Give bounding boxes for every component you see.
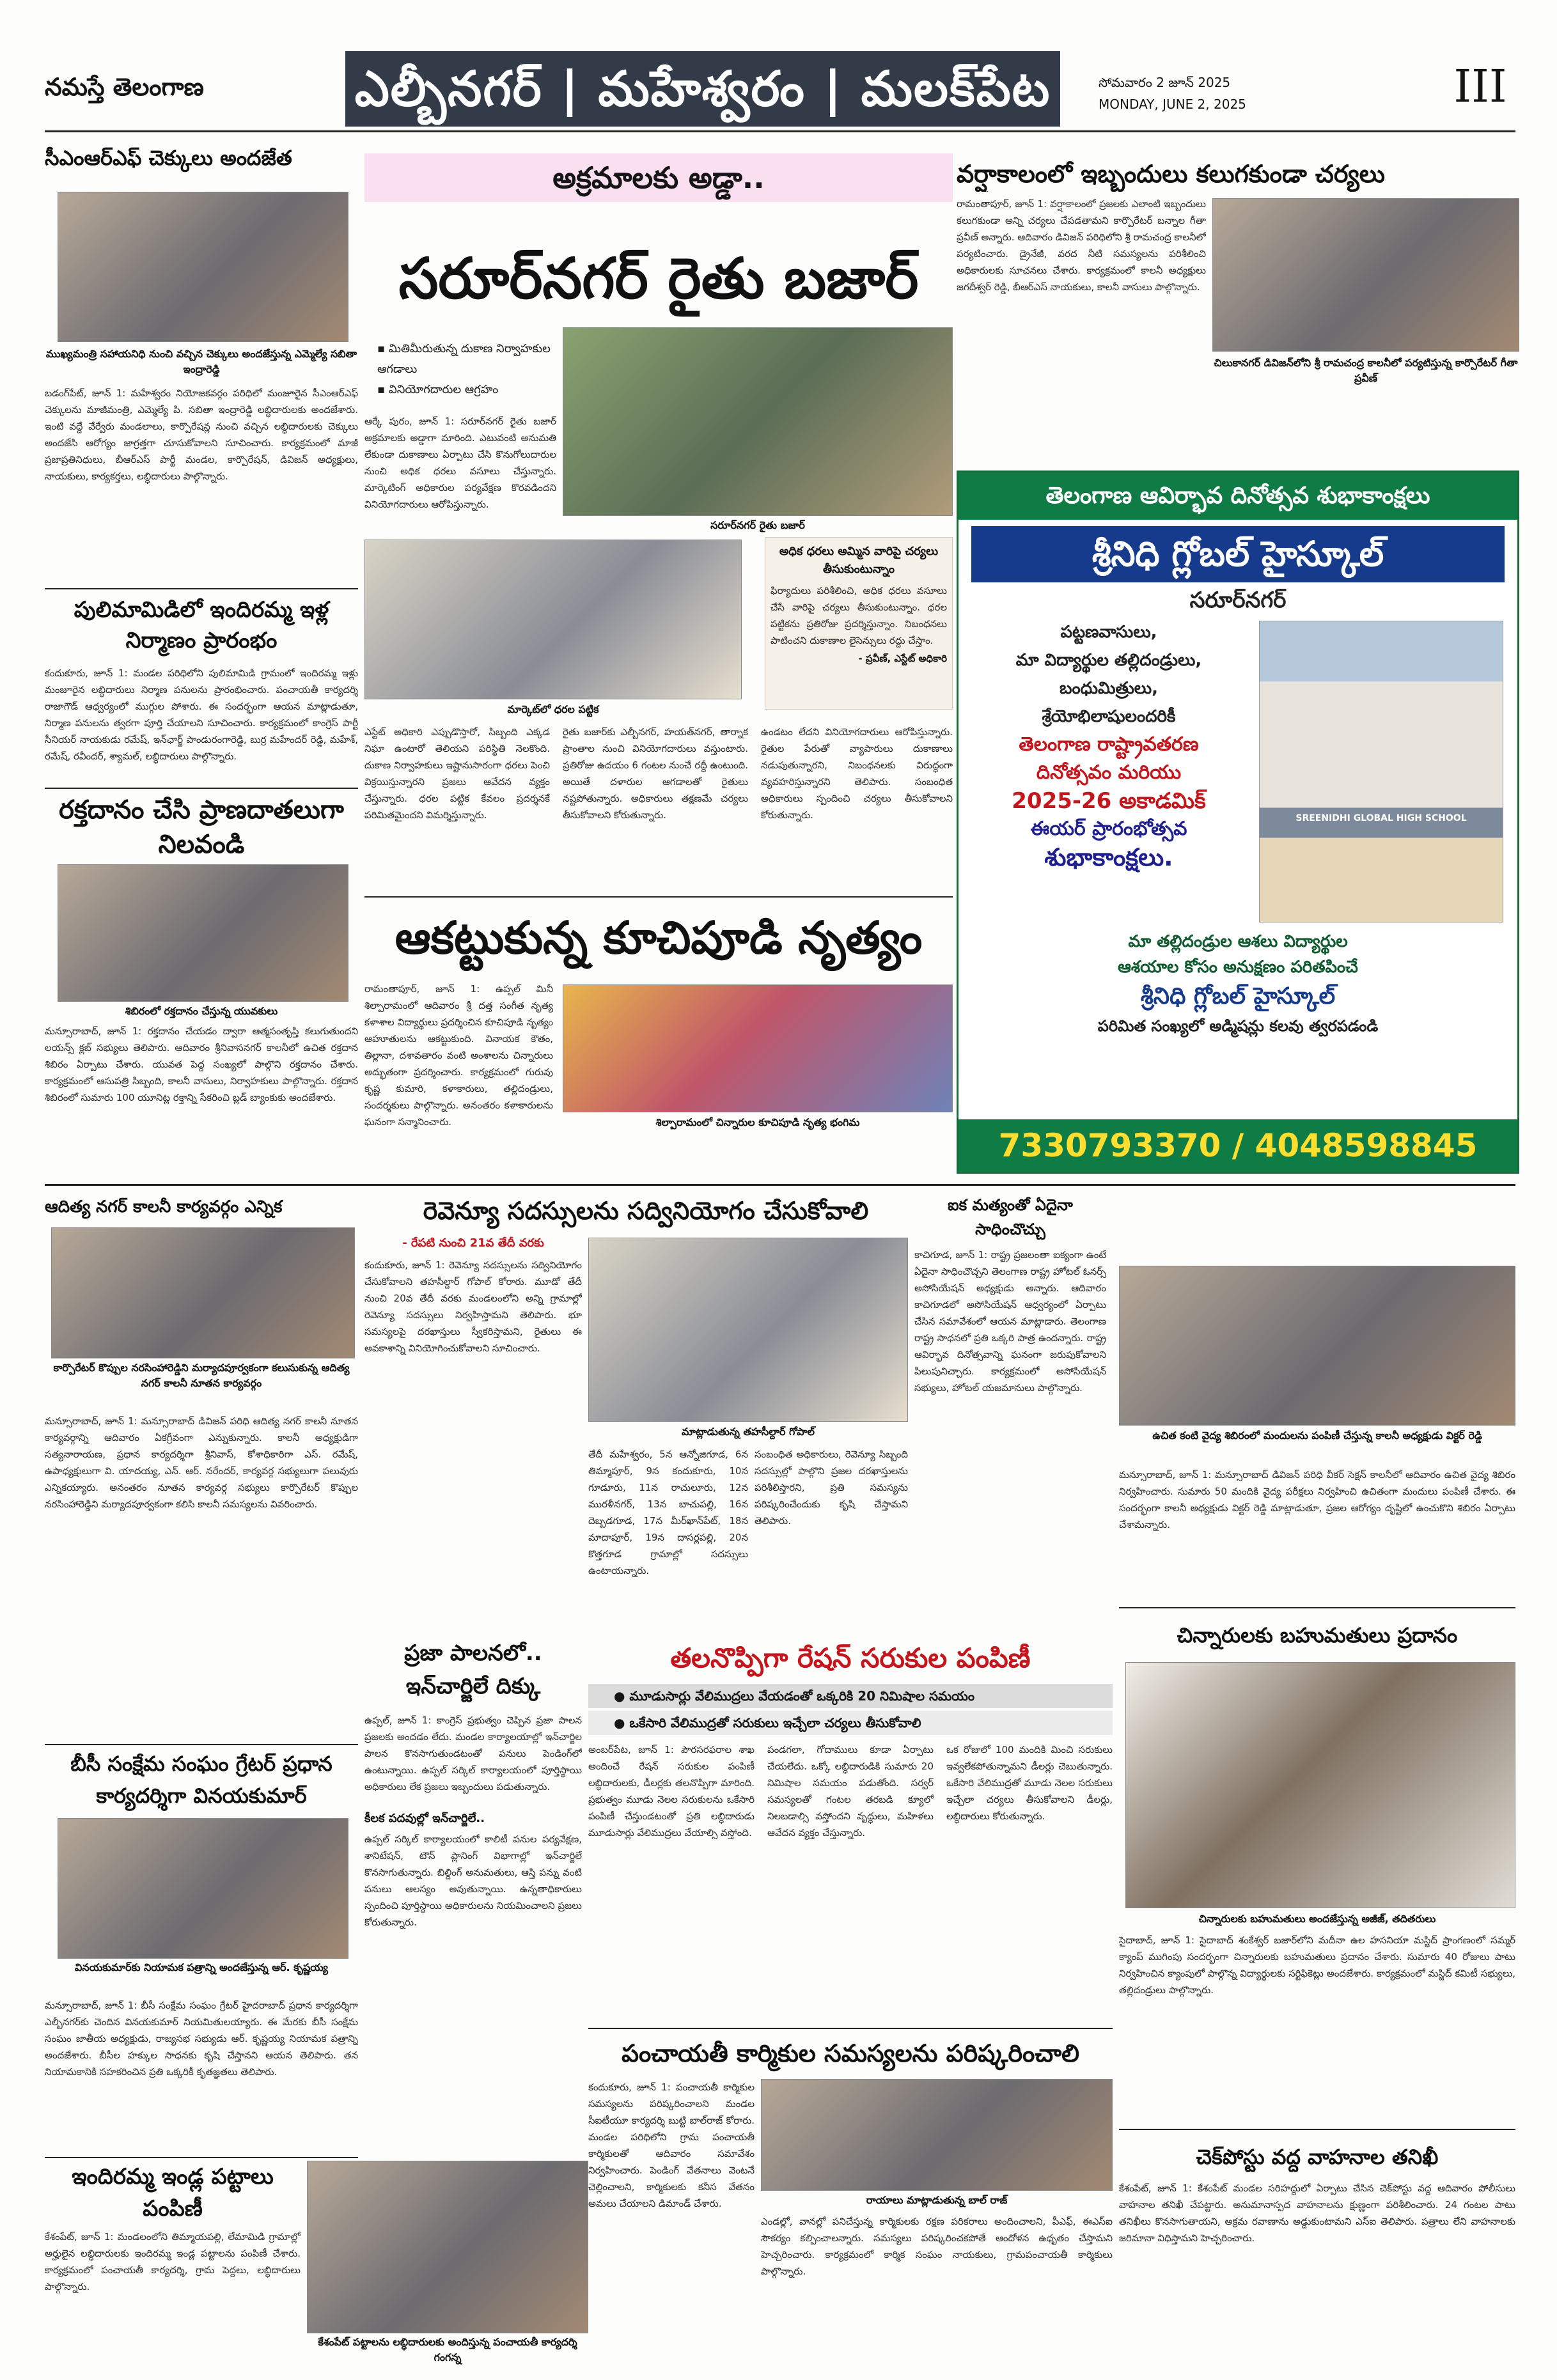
kids-body: సైదాబాద్, జూన్ 1: సైదాబాద్ శంకేశ్వర్ బజార్‌లోని మదీనా ఉల హసనియా మస్జిద్ ప్రాంగణంలో సమ్మర్ క్యాంప్ ముగింపు సందర్భంగా చిన్నారులకు బహుమతులు ప్రదానం చేశారు. సుమారు 40 రోజులు పాటు నిర్వహించిన క్యాంపులో పాల్గొన్న విద్యార్థులకు సర్టిఫికెట్లు అందజేశారు. కార్యక్రమంలో మస్జిద్ కమిటీ సభ్యులు, తల్లిదండ్రులు పాల్గొన్నారు. [1119,1934,1515,1996]
section-divider [588,2028,1113,2029]
revenue-subhead: - రేపటి నుంచి 21వ తేదీ వరకు [402,1236,544,1250]
ad-red-line: తెలంగాణ రాష్ట్రావతరణ [1019,733,1199,756]
kids-caption: చిన్నారులకు బహుమతులు అందజేస్తున్న అజీజ్, తదితరులు [1198,1913,1436,1925]
building-sign: SREENIDHI GLOBAL HIGH SCHOOL [1295,813,1467,823]
section-divider [45,1744,358,1745]
rains-headline: వర్షాకాలంలో ఇబ్బందులు కలుగకుండా చర్యలు [957,160,1385,188]
revenue-body-3: సంబంధిత అధికారులు, రెవెన్యూ సిబ్బంది సదస్సుల్లో పాల్గొని ప్రజల దరఖాస్తులను పరిశీలిస్తారని, ప్రతి సమస్యను పరిష్కరించేందుకు కృషి చేస్తామని తెలిపారు. [755,1449,908,1527]
rythu-body-4: ఉండటం లేదని వినియోగదారులు ఆరోపిస్తున్నారు. రైతుల పేరుతో వ్యాపారులు దుకాణాలు నడుపుతున్నారని, నిబంధనలకు విరుద్ధంగా వ్యవహరిస్తున్నారని తెలిపారు. సంబంధిత అధికారులు స్పందించి చర్యలు తీసుకోవాలని కోరుతున్నారు. [761,726,953,821]
ad-text-column [958,618,1259,922]
panchayat-body-1: కందుకూరు, జూన్ 1: పంచాయతీ కార్మికుల సమస్యలను పరిష్కరించాలని మండల సీఐటీయూ కార్యదర్శి బుట్టి బాల్‌రాజ్ కోరారు. మండల పరిధిలోని గ్రామ పంచాయతీ కార్మికులతో ఆదివారం సమావేశం నిర్వహించారు. పెండింగ్ వేతనాలు వెంటనే చెల్లించాలని, కార్మికులకు కనీస వేతనం అమలు చేయాలని డిమాండ్ చేశారు. [588,2081,755,2209]
ad-red-line: 2025-26 అకాడమిక్ [1012,788,1206,814]
kuchipudi-caption: శిల్పారామంలో చిన్నారుల కూచిపూడి నృత్య భంగిమ [655,1116,860,1128]
aditya-body: మన్సూరాబాద్, జూన్ 1: మన్సూరాబాద్ డివిజన్ పరిధి ఆదిత్య నగర్ కాలనీ నూతన కార్యవర్గాన్ని ఆదివారం ఏకగ్రీవంగా ఎన్నుకున్నారు. కాలనీ అధ్యక్షుడిగా సత్యనారాయణ, ప్రధాన కార్యదర్శిగా శ్రీనివాస్, కోశాధికారిగా ఎస్. రమేష్, ఉపాధ్యక్షులుగా వి. యాదయ్య, ఎన్. ఆర్. నరేందర్, కార్యవర్గ సభ్యులుగా పలువురు ఎన్నికయ్యారు. అనంతరం నూతన కార్యవర్గ సభ్యులు కార్పొరేటర్ కొప్పుల నరసింహారెడ్డిని మర్యాదపూర్వకంగా కలిసి కాలనీ సమస్యలను వివరించారు. [45,1415,358,1510]
cmrf-headline: సీఎంఆర్‌ఎఫ్ చెక్కులు అందజేత [45,146,292,170]
unity-headline: ఐక మత్యంతో ఏదైనా సాధించొచ్చు [948,1196,1073,1238]
praja-subhead: కీలక పదవుల్లో ఇన్‌చార్జిలే.. [364,1812,485,1825]
ration-band-1: ● మూడుసార్లు వేలిముద్రలు వేయడంతో ఒక్కరికి 20 నిమిషాల సమయం [588,1684,1113,1708]
checkpost-headline: చెక్‌పోస్టు వద్ద వాహనాల తనిఖీ [1196,2145,1439,2169]
ad-line: పట్టణవాసులు, [1060,623,1157,642]
indiramma-body: కందుకూరు, జూన్ 1: మండల పరిధిలోని పులిమామిడి గ్రామంలో ఇందిరమ్మ ఇళ్లు మంజూరైన లబ్ధిదారులు నిర్మాణ పనులను ప్రారంభించారు. పంచాయతీ కార్యదర్శి రాజాగౌడ్ ఆధ్వర్యంలో ముగ్గుల పోశారు. ఈ సందర్భంగా ఆయన మాట్లాడుతూ, నిర్మాణ పనులను త్వరగా పూర్తి చేయాలని సూచించారు. కార్యక్రమంలో కాంగ్రెస్ పార్టీ సీనియర్ నాయకుడు రమేష్, ఇన్‌ఛార్జ్ పాండురంగారెడ్డి, బుర్ర మహేందర్ రెడ్డి, మహేశ్, రమేష్, రవీందర్, శ్యామల్, లబ్ధిదారులు పాల్గొన్నారు. [45,667,358,762]
section-divider [1119,2129,1515,2130]
section-divider [45,588,358,589]
ad-footer-line: ఆశయాల కోసం అనుక్షణం పరితపించే [1118,958,1358,977]
panchayat-body-2: ఎండల్లో, వానల్లో పనిచేస్తున్న కార్మికులకు రక్షణ పరికరాలు అందించాలని, పీఎఫ్, ఈఎస్ఐ సౌకర్యం కల్పించాలన్నారు. సమస్యలు పరిష్కరించకపోతే ఆందోళన ఉధృతం చేస్తామని హెచ్చరించారు. కార్యక్రమంలో కార్మిక సంఘం నాయకులు, గ్రామపంచాయతీ కార్మికులు పాల్గొన్నారు. [761,2216,1113,2277]
ad-blue-line: ఈయర్ ప్రారంభోత్సవ [1030,818,1187,840]
date-block [1099,72,1303,123]
indiramma2-photo [307,2161,588,2333]
rains-photo [1212,198,1519,352]
blood-caption: శిబిరంలో రక్తదానం చేస్తున్న యువకులు [125,1005,278,1017]
medical-body: మన్సూరాబాద్, జూన్ 1: మన్సూరాబాద్ డివిజన్ పరిధి వీకర్ సెక్షన్ కాలనీలో ఆదివారం ఉచిత వైద్య శిబిరం నిర్వహించారు. సుమారు 50 మందికి వైద్య పరీక్షలు నిర్వహించి ఉచితంగా మందులు పంపిణీ చేశారు. ఈ సందర్భంగా కాలనీ అధ్యక్షుడు విక్టర్ రెడ్డి మాట్లాడుతూ, ప్రజల ఆరోగ్యం దృష్టిలో ఉంచుకొని శిబిరం ఏర్పాటు చేశామన్నారు. [1119,1469,1515,1530]
indiramma2-headline: ఇందిరమ్మ ఇండ్ల పట్టాలు పంపిణీ [72,2164,274,2221]
school-building-photo [1259,621,1503,922]
revenue-caption: మాట్లాడుతున్న తహసీల్దార్ గోపాల్ [682,1426,815,1438]
aditya-headline: ఆదిత్య నగర్ కాలనీ కార్యవర్గం ఎన్నిక [45,1197,283,1217]
ad-footer-school: శ్రీనిధి గ్లోబల్ హైస్కూల్ [1140,983,1336,1009]
kuchipudi-headline: ఆకట్టుకున్న కూచిపూడి నృత్యం [395,912,923,964]
rains-body: రామంతాపూర్, జూన్ 1: వర్షాకాలంలో ప్రజలకు ఎలాంటి ఇబ్బందులు కలుగకుండా అన్ని చర్యలు చేపడతామని కార్పొరేటర్ బన్నాల గీతా ప్రవీణ్ అన్నారు. ఆదివారం డివిజన్ పరిధిలోని శ్రీ రామచంద్ర కాలనీలో పర్యటించారు. డ్రైనేజీ, వరద నీటి సమస్యలను పరిశీలించి అధికారులకు సూచనలు చేశారు. కార్యక్రమంలో కాలనీ అధ్యక్షులు జగదీశ్వర్ రెడ్డి, బీఆర్‌ఎస్ నాయకులు, కాలనీ వాసులు పాల్గొన్నారు. [957,198,1206,293]
bc-photo [58,1818,348,1959]
rythu-photo2-caption: మార్కెట్‌లో ధరల పట్టిక [507,703,599,715]
ration-body-2: పండగలా, గోదాములు కూడా ఏర్పాటు చేయలేదు. ఒక్కో లబ్ధిదారుడికి సుమారు 20 నిమిషాల సమయం పడుతోంది. సర్వర్ సమస్యలతో గంటల తరబడి క్యూలో నిలబడాల్సి వస్తోందని వృద్ధులు, మహిళలు ఆవేదన వ్యక్తం చేస్తున్నారు. [767,1744,934,1839]
praja-body-2: ఉప్పల్ సర్కిల్ కార్యాలయంలో కాలిటీ పనుల పర్యవేక్షణ, శానిటేషన్, టౌన్ ప్లానింగ్ విభాగాల్లో ఇన్‌చార్జిలే కొనసాగుతున్నారు. బిల్డింగ్ అనుమతులు, ఆస్తి పన్ను వంటి పనులు ఆలస్యం అవుతున్నాయి. ఉన్నతాధికారులు స్పందించి పూర్తిస్థాయి అధికారులను నియమించాలని ప్రజలు కోరుతున్నారు. [364,1833,582,1928]
ad-line: శ్రేయోభిలాషులందరికీ [1042,707,1176,726]
ad-footer-line: మా తల్లిదండ్రుల ఆశలు విద్యార్థుల [1128,932,1348,951]
rythu-body-3: రైతు బజార్‌కు ఎల్బీనగర్, హయత్‌నగర్, తార్నాక ప్రాంతాల నుంచి వినియోగదారులు వస్తుంటారు. ప్రతిరోజు ఉదయం 6 గంటల నుంచే రద్దీ ఉంటుంది. అయితే దళారుల ఆగడాలతో రైతులు నష్టపోతున్నారు. అధికారులు తక్షణమే చర్యలు తీసుకోవాలని కోరుతున్నారు. [563,726,748,821]
fold-divider [45,1184,1515,1186]
rythu-body-1: ఆర్కే పురం, జూన్ 1: సరూర్‌నగర్ రైతు బజార్ అక్రమాలకు అడ్డాగా మారింది. ఎటువంటి అనుమతి లేకుండా దుకాణాలు ఏర్పాటు చేసి కొనుగోలుదారుల నుంచి అధిక ధరలు వసూలు చేస్తున్నారు. మార్కెటింగ్ అధికారుల పర్యవేక్షణ కొరవడిందని వినియోగదారులు ఆరోపిస్తున్నారు. [364,416,556,510]
quote-sign: - ప్రవీణ్, ఎస్టేట్ అధికారి [858,653,947,664]
ad-red-line: దినోత్సవం మరియు [1036,761,1182,784]
rythu-bullets [377,339,563,409]
indiramma-headline: పులిమామిడిలో ఇందిరమ్మ ఇళ్ల నిర్మాణం ప్రారంభం [74,597,329,653]
praja-body: ఉప్పల్, జూన్ 1: కాంగ్రెస్ ప్రభుత్వం చెప్పిన ప్రజా పాలన ప్రజలకు అందడం లేదు. మండల కార్యాలయాల్లో ఇన్‌చార్జిల పాలన కొనసాగుతుండటంతో పనులు పెండింగ్‌లో ఉంటున్నాయి. ఉప్పల్ సర్కిల్ కార్యాలయంలో పూర్తిస్థాయి అధికారులు లేక ప్రజలు ఇబ్బందులు పడుతున్నారు. [364,1715,582,1793]
revenue-body-1: కందుకూరు, జూన్ 1: రెవెన్యూ సదస్సులను సద్వినియోగం చేసుకోవాలని తహసీల్దార్ గోపాల్ కోరారు. మూడో తేదీ నుంచి 20వ తేదీ వరకు మండలంలోని అన్ని గ్రామాల్లో రెవెన్యూ సదస్సులు నిర్వహిస్తామని తెలిపారు. భూ సమస్యలపై దరఖాస్తులు స్వీకరిస్తామని, రైతులు ఈ అవకాశాన్ని వినియోగించుకోవాలని సూచించారు. [364,1259,582,1354]
indiramma2-caption: కేశంపేట్ పట్టాలను లబ్ధిదారులకు అందిస్తున్న పంచాయతీ కార్యదర్శి గంగన్న [318,2336,577,2363]
official-quote-box [765,537,953,710]
medical-camp-photo [1119,1266,1515,1426]
medical-caption: ఉచిత కంటి వైద్య శిబిరంలో మందులను పంపిణీ చేస్తున్న కాలనీ అధ్యక్షుడు విక్టర్ రెడ్డి [1152,1429,1482,1442]
indiramma2-body: కేశంపేట్, జూన్ 1: మండలంలోని తిమ్మాయపల్లి, లేమామిడి గ్రామాల్లో అర్హులైన లబ్ధిదారులకు ఇందిరమ్మ ఇండ్ల పట్టాలను పంపిణీ చేశారు. కార్యక్రమంలో పంచాయతీ కార్యదర్శి, గ్రామ పెద్దలు, లబ్ధిదారులు పాల్గొన్నారు. [45,2231,301,2292]
page-number: III [1453,60,1507,113]
section-divider [45,788,358,789]
rythu-photo1-caption: సరూర్‌నగర్ రైతు బజార్ [710,519,805,531]
cmrf-body: బడంగ్‌పేట్, జూన్ 1: మహేశ్వరం నియోజకవర్గం పరిధిలో మంజూరైన సీఎంఆర్‌ఎఫ్ చెక్కులను మాజీమంత్రి, ఎమ్మెల్యే పి. సబితా ఇంద్రారెడ్డి లబ్ధిదారులకు అందజేశారు. ఇంటి వద్దే వేర్వేరు మండలాలు, కార్పొరేషన్ల నుంచి వచ్చిన లబ్ధిదారులకు చెక్కులు అందజేసి ఆరోగ్యం జాగ్రత్తగా చూసుకోవాలని సూచించారు. కార్యక్రమంలో మాజీ ప్రజాప్రతినిధులు, బీఆర్‌ఎస్ పార్టీ మండల, కార్పొరేషన్, డివిజన్ అధ్యక్షులు, నాయకులు, కార్యకర్తలు, లబ్ధిదారులు పాల్గొన్నారు. [45,387,358,482]
panchayat-photo [761,2079,1113,2191]
ad-blue-line: శుభాకాంక్షలు. [1044,843,1173,871]
kids-photo [1125,1662,1515,1908]
panchayat-caption: రాయాలు మాట్లాడుతున్న బాల్ రాజ్ [866,2194,1008,2206]
ad-line: మా విద్యార్థుల తల్లిదండ్రులు, [1015,651,1202,670]
edition-title: ఎల్బీనగర్ | మహేశ్వరం | మలక్‌పేట [345,51,1060,127]
quote-body: ఫిర్యాదులు పరిశీలించి, అధిక ధరలు వసూలు చేసే వారిపై చర్యలు తీసుకుంటున్నాం. ధరల పట్టికను ప్రతిరోజు ప్రదర్శిస్తున్నాం. నిబంధనలు పాటించని దుకాణాల లైసెన్సులు రద్దు చేస్తాం. [771,585,947,646]
rythu-market-photo [563,327,953,516]
blood-photo [58,864,348,1002]
ad-school-name: శ్రీనిధి గ్లోబల్ హైస్కూల్ [971,526,1505,582]
rythu-kicker: అక్రమాలకు అడ్డా.. [364,153,953,202]
cmrf-photo [58,192,348,342]
ration-body-1: అంబర్‌పేట, జూన్ 1: పౌరసరఫరాల శాఖ అందించే రేషన్ సరుకుల పంపిణీ లబ్ధిదారులకు, డీలర్లకు తలనొప్పిగా మారింది. ప్రభుత్వం మూడు నెలల సరుకులను ఒకేసారి పంపిణీ చేస్తుండటంతో ప్రతి లబ్ధిదారుడు మూడుసార్లు వేలిముద్రలు వేయాల్సి వస్తోంది. [588,1744,755,1839]
bullet-item: ▪ వినియోగదారుల ఆగ్రహం [377,383,499,396]
cmrf-caption: ముఖ్యమంత్రి సహాయనిధి నుంచి వచ్చిన చెక్కులు అందజేస్తున్న ఎమ్మెల్యే సబితా ఇంద్రారెడ్డి [45,348,357,375]
panchayat-headline: పంచాయతీ కార్మికుల సమస్యలను పరిష్కరించాలి [621,2039,1080,2067]
unity-body: కాచిగూడ, జూన్ 1: రాష్ట్ర ప్రజలంతా ఐక్యంగా ఉంటే ఏదైనా సాధించొచ్చని తెలంగాణ రాష్ట్ర హోటల్ ఓనర్స్ అసోసియేషన్ అధ్యక్షుడు అన్నారు. ఆదివారం కాచిగూడలో అసోసియేషన్ ఆధ్వర్యంలో ఏర్పాటు చేసిన సమావేశంలో ఆయన మాట్లాడారు. తెలంగాణ రాష్ట్ర సాధనలో ప్రతి ఒక్కరి పాత్ర ఉందన్నారు. రాష్ట్ర ఆవిర్భావ దినోత్సవాన్ని ఘనంగా జరుపుకోవాలని పిలుపునిచ్చారు. కార్యక్రమంలో అసోసియేషన్ సభ్యులు, హోటల్ యజమానులు పాల్గొన్నారు. [914,1249,1106,1394]
bc-headline: బీసీ సంక్షేమ సంఘం గ్రేటర్ ప్రధాన కార్యదర్శిగా వినయకుమార్ [70,1752,333,1808]
masthead-divider [45,130,1515,132]
ad-line: బంధుమిత్రులు, [1059,679,1159,698]
rythu-headline: సరూర్‌నగర్ రైతు బజార్ [398,245,919,311]
date-english: MONDAY, JUNE 2, 2025 [1099,97,1246,112]
bc-caption: వినయకుమార్‌కు నియామక పత్రాన్ని అందజేస్తున్న ఆర్. కృష్ణయ్య [74,1961,329,1973]
kids-headline: చిన్నారులకు బహుమతులు ప్రదానం [1177,1623,1458,1647]
ad-phone-numbers: 7330793370 / 4048598845 [958,1119,1517,1172]
ad-location: సరూర్‌నగర్ [1189,587,1287,613]
rythu-price-board-photo [364,540,742,699]
ration-body-3: ఒక రోజులో 100 మందికి మించి సరుకులు ఇవ్వలేకపోతున్నామని డీలర్లు చెబుతున్నారు. ఒకేసారి వేలిముద్రతో మూడు నెలల సరుకులు ఇచ్చేలా చర్యలు తీసుకోవాలని డీలర్లు, లబ్ధిదారులు కోరుతున్నారు. [946,1744,1113,1822]
ad-greeting: తెలంగాణ ఆవిర్భావ దినోత్సవ శుభాకాంక్షలు [958,472,1517,520]
ration-band-2: ● ఒకేసారి వేలిముద్రతో సరుకులు ఇచ్చేలా చర్యలు తీసుకోవాలి [588,1711,1113,1735]
bc-body: మన్సూరాబాద్, జూన్ 1: బీసీ సంక్షేమ సంఘం గ్రేటర్ హైదరాబాద్ ప్రధాన కార్యదర్శిగా ఎల్బీనగర్‌కు చెందిన వినయకుమార్ నియమితులయ్యారు. ఈ మేరకు బీసీ సంక్షేమ సంఘం జాతీయ అధ్యక్షుడు, రాజ్యసభ సభ్యుడు ఆర్. కృష్ణయ్య నియామక పత్రాన్ని అందజేశారు. బీసీల హక్కుల సాధనకు కృషి చేస్తానని ఆయన తెలిపారు. తన నియామకానికి సహకరించిన ప్రతి ఒక్కరికీ కృతజ్ఞతలు తెలిపారు. [45,2000,358,2078]
revenue-body-2: తేదీ మహేశ్వరం, 5న ఆన్నోజిగూడ, 6న తిమ్మాపూర్, 9న కందుకూరు, 10న గూడూరు, 11న రాచులూరు, 12న మురళీనగర్, 13న బాచుపల్లి, 16న దెబ్బడగూడ, 17న మీర్‌ఖాన్‌పేట్, 18న మాదాపూర్, 19న దాసర్లపల్లి, 20న కొత్తగూడ గ్రామాల్లో సదస్సులు ఉంటాయన్నారు. [588,1449,748,1576]
quote-title: అధిక ధరలు అమ్మిన వారిపై చర్యలు తీసుకుంటున్నాం [779,545,939,576]
section-divider [1119,1607,1515,1608]
praja-headline: ప్రజా పాలనలో.. ఇన్‌చార్జిలే దిక్కు [404,1640,542,1699]
ad-footer-line: పరిమిత సంఖ్యలో అడ్మిషన్లు కలవు త్వరపడండి [1097,1017,1379,1035]
rythu-body-2: ఎస్టేట్ అధికారి ఎప్పుడొస్తారో, సిబ్బంది ఎక్కడ నిఘా ఉంటారో తెలియని పరిస్థితి నెలకొంది. దుకాణ నిర్వాహకులు ఇష్టానుసారంగా ధరలు పెంచి విక్రయిస్తున్నారని ప్రజలు ఆవేదన వ్యక్తం చేస్తున్నారు. ధరల పట్టిక కేవలం ప్రదర్శనకే పరిమితమైందని విమర్శిస్తున్నారు. [364,726,550,821]
kuchipudi-body: రామంతాపూర్, జూన్ 1: ఉప్పల్ మినీ శిల్పారామంలో ఆదివారం శ్రీ దత్త సంగీత నృత్య కళాశాల విద్యార్థులు ప్రదర్శించిన కూచిపూడి నృత్యం ఆహూతులను ఆకట్టుకుంది. వినాయక కౌతం, తిల్లానా, దశావతారం వంటి అంశాలను చిన్నారులు అద్భుతంగా ప్రదర్శించారు. కార్యక్రమంలో గురువు కృష్ణ కుమారి, కళాకారులు, తల్లిదండ్రులు, సందర్శకులు పాల్గొన్నారు. అనంతరం కళాకారులను ఘనంగా సన్మానించారు. [364,983,553,1128]
section-divider [364,896,953,898]
revenue-photo [588,1238,908,1422]
section-divider [45,2157,358,2158]
school-advertisement [957,471,1519,1174]
revenue-headline: రెవెన్యూ సదస్సులను సద్వినియోగం చేసుకోవాలి [423,1197,869,1225]
checkpost-body: కేశంపేట్, జూన్ 1: కేశంపేట్ మండల సరిహద్దులో ఏర్పాటు చేసిన చెక్‌పోస్టు వద్ద ఆదివారం పోలీసులు వాహనాల తనిఖీ చేపట్టారు. అనుమానాస్పద వాహనాలను క్షుణ్ణంగా పరిశీలించారు. 24 గంటల పాటు తనిఖీలు కొనసాగుతాయని, అక్రమ రవాణాను అడ్డుకుంటామని ఎస్ఐ తెలిపారు. పత్రాలు లేని వాహనాలకు జరిమానా విధిస్తామని హెచ్చరించారు. [1119,2182,1515,2244]
kuchipudi-photo [563,984,953,1112]
paper-name: నమస్తే తెలంగాణ [45,73,204,101]
aditya-caption: కార్పొరేటర్ కొప్పుల నరసింహారెడ్డిని మర్యాదపూర్వకంగా కలుసుకున్న ఆదిత్య నగర్ కాలనీ నూతన కార్యవర్గం [53,1362,350,1389]
rains-caption: చిలుకానగర్ డివిజన్‌లోని శ్రీ రామచంద్ర కాలనీలో పర్యటిస్తున్న కార్పొరేటర్ గీతా ప్రవీణ్ [1214,357,1518,384]
bullet-item: ▪ మితిమీరుతున్న దుకాణ నిర్వాహకుల ఆగడాలు [377,342,551,376]
ration-headline: తలనొప్పిగా రేషన్ సరుకుల పంపిణీ [670,1642,1031,1674]
aditya-photo [51,1227,355,1358]
date-telugu: సోమవారం 2 జూన్ 2025 [1099,75,1231,90]
blood-body: మన్సూరాబాద్, జూన్ 1: రక్తదానం చేయడం ద్వారా ఆత్మసంతృప్తి కలుగుతుందని లయన్స్ క్లబ్ సభ్యులు తెలిపారు. ఆదివారం శ్రీనివాసనగర్ కాలనీలో ఉచిత రక్తదాన శిబిరం ఏర్పాటు చేశారు. యువత పెద్ద సంఖ్యలో పాల్గొని రక్తదానం చేశారు. కార్యక్రమంలో ఆసుపత్రి సిబ్బంది, కాలనీ వాసులు, నిర్వాహకులు పాల్గొన్నారు. రక్తదాన శిబిరంలో సుమారు 100 యూనిట్ల రక్తాన్ని సేకరించి బ్లడ్ బ్యాంకుకు అందజేశారు. [45,1025,358,1103]
blood-headline: రక్తదానం చేసి ప్రాణదాతలుగా నిలవండి [59,795,344,859]
